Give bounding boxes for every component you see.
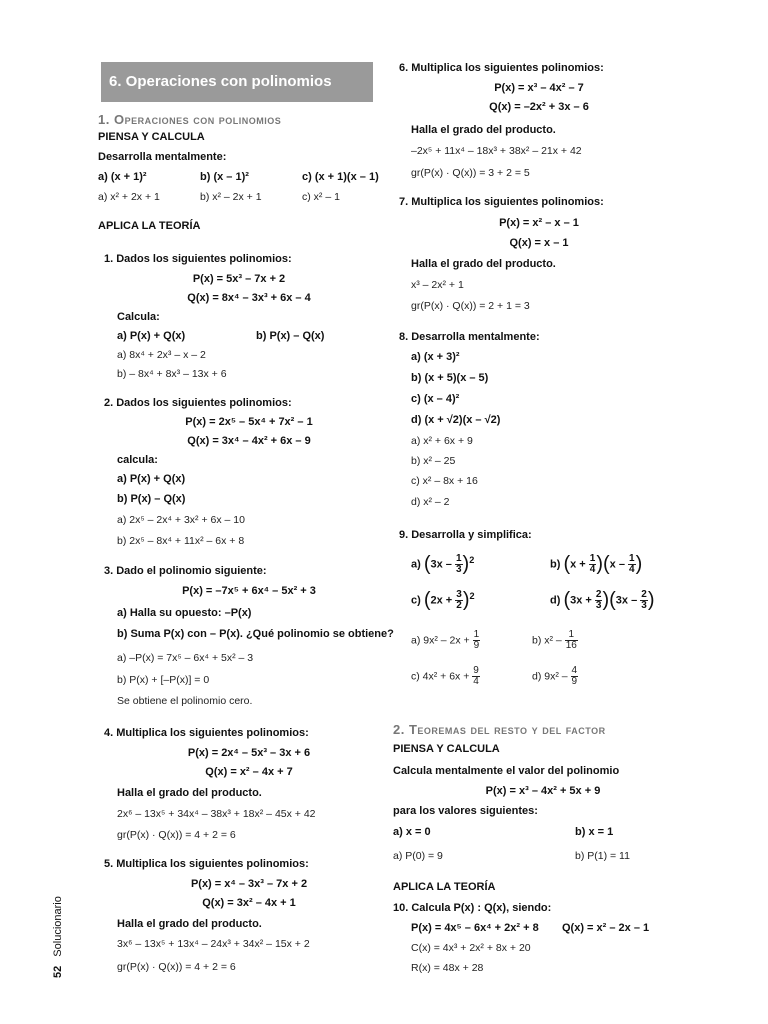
ex3-p: P(x) = –7x⁵ + 6x⁴ – 5x² + 3 (182, 585, 316, 597)
piensa-heading: PIENSA Y CALCULA (98, 131, 205, 143)
ex5-g: gr(P(x) · Q(x)) = 4 + 2 = 6 (117, 961, 236, 973)
ex1-title: 1. Dados los siguientes polinomios: (104, 253, 292, 265)
ex2-q: Q(x) = 3x⁴ – 4x² + 6x – 9 (187, 435, 311, 447)
ex4-title: 4. Multiplica los siguientes polinomios: (104, 727, 309, 739)
ex1-rb: b) – 8x⁴ + 8x³ – 13x + 6 (117, 368, 227, 380)
ex10-title: 10. Calcula P(x) : Q(x), siendo: (393, 902, 552, 914)
page-number: 52 (52, 965, 64, 978)
aplica-heading: APLICA LA TEORÍA (98, 220, 201, 232)
ex6-p: P(x) = x³ – 4x² – 7 (494, 82, 584, 94)
ex6-g: gr(P(x) · Q(x)) = 3 + 2 = 5 (411, 167, 530, 179)
ex1-p: P(x) = 5x³ – 7x + 2 (192, 273, 286, 285)
ex3-a: a) Halla su opuesto: –P(x) (117, 607, 252, 619)
ex8-c: c) (x – 4)² (411, 393, 460, 405)
ex9-a: a) (3x – $\frac{1}{3}$ )$^2$ (411, 553, 475, 575)
ex4-h: Halla el grado del producto. (117, 787, 262, 799)
ex3-b: b) Suma P(x) con – P(x). ¿Qué polinomio se obtiene? (117, 628, 394, 640)
ex8-rb: b) x² – 25 (411, 455, 456, 467)
result-a: a) P(0) = 9 (393, 850, 443, 862)
ex1-a: a) P(x) + Q(x) (117, 330, 186, 342)
desarrolla-text: Desarrolla mentalmente: (98, 151, 227, 163)
ex9-d-label: d) (550, 594, 561, 607)
ex4-p: P(x) = 2x⁴ – 5x³ – 3x + 6 (187, 747, 311, 759)
ex9-rc-text: c) 4x² + 6x + (411, 670, 470, 683)
ex2-a: a) P(x) + Q(x) (117, 473, 186, 485)
ex1-b: b) P(x) – Q(x) (256, 330, 325, 342)
ex9-a-label: a) (411, 558, 421, 571)
ex7-h: Halla el grado del producto. (411, 258, 556, 270)
piensa-heading-2: PIENSA Y CALCULA (393, 743, 500, 755)
ex9-rb: b) x² – $\frac{1}{16}$ (532, 629, 577, 651)
question-c: c) (x + 1)(x – 1) (302, 171, 379, 183)
ex4-q: Q(x) = x² – 4x + 7 (205, 766, 293, 778)
ex7-r: x³ – 2x² + 1 (411, 279, 464, 291)
ex10-r: R(x) = 48x + 28 (411, 962, 484, 974)
ex9-rd: d) 9x² – $\frac{4}{9}$ (532, 665, 578, 687)
para-text: para los valores siguientes: (393, 805, 538, 817)
solucionario-label: Solucionario (52, 896, 64, 957)
ex8-b: b) (x + 5)(x – 5) (411, 372, 489, 384)
ex9-rb-text: b) x² – (532, 634, 562, 647)
ex8-title: 8. Desarrolla mentalmente: (399, 331, 540, 343)
ex2-title: 2. Dados los siguientes polinomios: (104, 397, 292, 409)
ex10-q: Q(x) = x² – 2x – 1 (562, 922, 650, 934)
ex10-c: C(x) = 4x³ + 2x² + 8x + 20 (411, 942, 531, 954)
answer-b: b) x² – 2x + 1 (200, 191, 262, 203)
ex5-r: 3x⁶ – 13x⁵ + 13x⁴ – 24x³ + 34x² – 15x + 2 (117, 938, 310, 950)
ex10-p: P(x) = 4x⁵ – 6x⁴ + 2x² + 8 (411, 922, 539, 934)
section-title: 6. Operaciones con polinomios (109, 73, 332, 90)
ex9-b-label: b) (550, 558, 561, 571)
ex2-ra: a) 2x⁵ – 2x⁴ + 3x² + 6x – 10 (117, 514, 245, 526)
ex6-h: Halla el grado del producto. (411, 124, 556, 136)
ex6-title: 6. Multiplica los siguientes polinomios: (399, 62, 604, 74)
calc-text: Calcula mentalmente el valor del polinomio (393, 765, 620, 777)
aplica-heading-2: APLICA LA TEORÍA (393, 881, 496, 893)
section-1-title: 1. Operaciones con polinomios (98, 112, 282, 127)
ex7-title: 7. Multiplica los siguientes polinomios: (399, 196, 604, 208)
poly-p: P(x) = x³ – 4x² + 5x + 9 (485, 785, 601, 797)
section-2-title: 2. Teoremas del resto y del factor (393, 722, 606, 737)
ex9-title: 9. Desarrolla y simplifica: (399, 529, 532, 541)
answer-a: a) x² + 2x + 1 (98, 191, 160, 203)
ex8-d: d) (x + √2)(x – √2) (411, 414, 501, 426)
ex5-title: 5. Multiplica los siguientes polinomios: (104, 858, 309, 870)
answer-c: c) x² – 1 (302, 191, 340, 203)
value-b: b) x = 1 (575, 826, 614, 838)
ex9-b: b) (x + $\frac{1}{4}$ )(x – $\frac{1}{4}$ ) (550, 553, 643, 575)
ex9-d: d) (3x + $\frac{2}{3}$ )(3x – $\frac{2}{3}$ ) (550, 589, 655, 611)
ex2-b: b) P(x) – Q(x) (117, 493, 186, 505)
value-a: a) x = 0 (393, 826, 431, 838)
ex8-a: a) (x + 3)² (411, 351, 460, 363)
ex1-calc: Calcula: (117, 311, 160, 323)
ex1-q: Q(x) = 8x⁴ – 3x³ + 6x – 4 (187, 292, 311, 304)
ex5-h: Halla el grado del producto. (117, 918, 262, 930)
ex9-ra: a) 9x² – 2x + $\frac{1}{9}$ (411, 629, 480, 651)
ex6-q: Q(x) = –2x² + 3x – 6 (489, 101, 589, 113)
question-a: a) (x + 1)² (98, 171, 147, 183)
ex3-title: 3. Dado el polinomio siguiente: (104, 565, 267, 577)
ex8-rd: d) x² – 2 (411, 496, 450, 508)
ex5-p: P(x) = x⁴ – 3x³ – 7x + 2 (190, 878, 308, 890)
ex4-g: gr(P(x) · Q(x)) = 4 + 2 = 6 (117, 829, 236, 841)
ex9-rd-text: d) 9x² – (532, 670, 568, 683)
section-header (101, 62, 373, 102)
ex9-ra-text: a) 9x² – 2x + (411, 634, 470, 647)
ex7-p: P(x) = x² – x – 1 (499, 217, 579, 229)
ex3-rb: b) P(x) + [–P(x)] = 0 (117, 674, 210, 686)
ex5-q: Q(x) = 3x² – 4x + 1 (202, 897, 296, 909)
ex6-r: –2x⁵ + 11x⁴ – 18x³ + 38x² – 21x + 42 (411, 145, 582, 157)
ex4-r: 2x⁶ – 13x⁵ + 34x⁴ – 38x³ + 18x² – 45x + 42 (117, 808, 316, 820)
ex2-p: P(x) = 2x⁵ – 5x⁴ + 7x² – 1 (185, 416, 313, 428)
ex9-c-label: c) (411, 594, 421, 607)
ex2-rb: b) 2x⁵ – 8x⁴ + 11x² – 6x + 8 (117, 535, 245, 547)
ex3-rc: Se obtiene el polinomio cero. (117, 695, 253, 707)
result-b: b) P(1) = 11 (575, 850, 630, 862)
ex7-q: Q(x) = x – 1 (509, 237, 569, 249)
ex8-ra: a) x² + 6x + 9 (411, 435, 473, 447)
ex7-g: gr(P(x) · Q(x)) = 2 + 1 = 3 (411, 300, 530, 312)
ex3-ra: a) –P(x) = 7x⁵ – 6x⁴ + 5x² – 3 (117, 652, 254, 664)
ex8-rc: c) x² – 8x + 16 (411, 475, 478, 487)
page-side-label (52, 896, 64, 978)
ex9-c: c) (2x + $\frac{3}{2}$ )$^2$ (411, 589, 475, 611)
ex2-calc: calcula: (117, 454, 158, 466)
ex9-rc: c) 4x² + 6x + $\frac{9}{4}$ (411, 665, 479, 687)
ex1-ra: a) 8x⁴ + 2x³ – x – 2 (117, 349, 206, 361)
question-b: b) (x – 1)² (200, 171, 249, 183)
